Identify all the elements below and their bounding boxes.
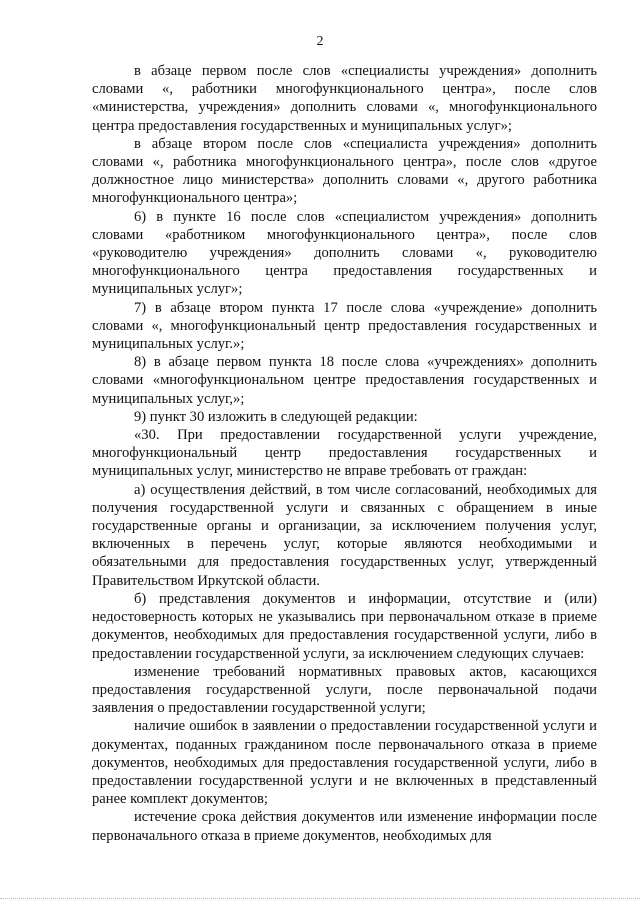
paragraph: наличие ошибок в заявлении о предоставлении государственной услуги и документах, поданных гражданином после первоначального отказа в приеме документов, необходимых для предоставления государственной услуги, либо в предоставлении государственной услуги и не включенных в представленный ранее комплект документов; <box>92 718 597 808</box>
scan-edge-line <box>0 898 640 899</box>
paragraph: 8) в абзаце первом пункта 18 после слова «учреждениях» дополнить словами «многофункциональном центре предоставления государственных и муниципальных услуг,»; <box>92 354 597 407</box>
paragraph: 7) в абзаце втором пункта 17 после слова «учреждение» дополнить словами «, многофункциональный центр предоставления государственных и муниципальных услуг.»; <box>92 299 597 353</box>
paragraph: истечение срока действия документов или изменение информации после первоначального отказа в приеме документов, необходимых для <box>92 809 597 844</box>
paragraph: в абзаце втором после слов «специалиста учреждения» дополнить словами «, работника многофункционального центра», после слов «другое должностное лицо министерства» дополнить словами «, другого работника многофункционального центра»; <box>92 135 597 207</box>
paragraph: «30. При предоставлении государственной услуги учреждение, многофункциональный центр предоставления государственных и муниципальных услуг, министерство не вправе требовать от граждан: <box>92 427 597 480</box>
document-body <box>92 62 597 845</box>
paragraph: б) представления документов и информации, отсутствие и (или) недостоверность которых не указывались при первоначальном отказе в приеме документов, необходимых для предоставления государственной услуги, либо в предоставлении государственной услуги, за исключением следующих случаев: <box>92 590 597 662</box>
page-number: 2 <box>316 34 324 49</box>
paragraph: 6) в пункте 16 после слов «специалистом учреждения» дополнить словами «работником многофункционального центра», после слов «руководителю учреждения» дополнить словами «, руководителю многофункционального центра предоставления государственных и муниципальных услуг»; <box>92 208 597 298</box>
paragraph: 9) пункт 30 изложить в следующей редакции: <box>134 408 418 425</box>
paragraph: а) осуществления действий, в том числе согласований, необходимых для получения государственной услуги и связанных с обращением в иные государственные органы и организации, за исключением получения услуг, включенных в перечень услуг, которые являются необходимыми и обязательными для предоставления государственных услуг, утвержденный Правительством Иркутской области. <box>92 481 597 589</box>
paragraph: в абзаце первом после слов «специалисты учреждения» дополнить словами «, работники многофункционального центра», после слов «министерства, учреждения» дополнить словами «, многофункционального центра предоставления государственных и муниципальных услуг»; <box>92 63 597 134</box>
paragraph: изменение требований нормативных правовых актов, касающихся предоставления государственной услуги, после первоначальной подачи заявления о предоставлении государственной услуги; <box>92 663 597 717</box>
